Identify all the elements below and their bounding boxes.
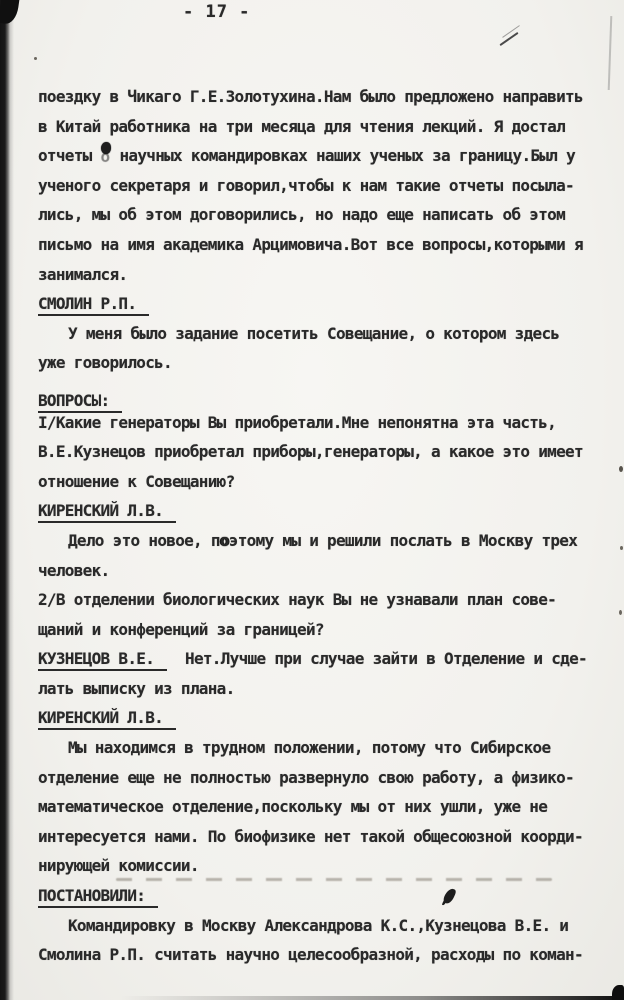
- text-segment: занимался.: [38, 264, 128, 284]
- text-line: [38, 230, 604, 260]
- text-segment: уже говорилось.: [38, 353, 172, 373]
- text-segment: У меня было задание посетить Совещание, о котором здесь: [68, 323, 560, 343]
- text-segment: поездку в Чикаго Г.Е.Золотухина.Нам было предложено направить: [38, 87, 583, 106]
- document-lines: [38, 82, 604, 970]
- text-line: [38, 171, 604, 201]
- text-segment: щаний и конференций за границей?: [38, 619, 324, 639]
- text-segment: лать выписку из плана.: [38, 678, 235, 698]
- text-line: [38, 408, 604, 438]
- paper-speck: [34, 57, 37, 60]
- scan-edge-top-corner: [0, 0, 20, 25]
- speaker-heading: СМОЛИН Р.П.: [38, 293, 149, 316]
- text-segment: I/Какие генераторы Вы приобретали.Мне непонятна эта часть,: [38, 412, 557, 432]
- text-segment: отделение еще не полностью развернуло свою работу, а физико-: [38, 767, 574, 787]
- speaker-heading: КИРЕНСКИЙ Л.В.: [38, 500, 176, 523]
- text-segment: Мы находимся в трудном положении, потому что Сибирское: [68, 738, 551, 758]
- text-segment: В.Е.Кузнецов приобретал приборы,генераторы, а какое это имеет: [38, 442, 583, 462]
- speaker-heading: ВОПРОСЫ:: [38, 390, 122, 413]
- text-segment: математическое отделение,поскольку мы от них ушли, уже не: [38, 797, 548, 817]
- speaker-heading: КУЗНЕЦОВ В.Е.: [38, 648, 167, 671]
- text-line: [38, 792, 604, 822]
- text-segment: Смолина Р.П. считать научно целесообразной, расходы по коман-: [38, 945, 583, 965]
- scan-edge-bottom: [120, 996, 624, 1000]
- text-line: [38, 141, 604, 171]
- text-line: [38, 851, 604, 881]
- scratch-line: [608, 16, 612, 90]
- paper-speck: [619, 466, 623, 472]
- text-line: [38, 763, 604, 793]
- heading-line: [38, 289, 604, 319]
- heading-line: [38, 703, 604, 733]
- text-segment: Нет.Лучше при случае зайти в Отделение и сде-: [167, 649, 587, 669]
- paper-speck: [620, 546, 623, 550]
- text-line: [38, 319, 604, 349]
- paper-speck: [619, 610, 622, 615]
- text-segment: 2/В отделении биологических наук Вы не узнавали план сове-: [38, 590, 557, 610]
- heading-line: [38, 881, 604, 911]
- text-line: [38, 940, 604, 970]
- text-line: [38, 112, 604, 142]
- text-segment: Командировку в Москву Александрова К.С.,Кузнецова В.Е. и: [68, 915, 569, 935]
- text-segment: в Китай работника на три месяца для чтения лекций. Я достал: [38, 116, 566, 136]
- page-number: - 17 -: [183, 2, 251, 22]
- text-segment: научных командировках наших ученых за границу.Был у: [110, 146, 576, 166]
- text-segment: нирующей комиссии.: [38, 856, 199, 876]
- pen-stroke-mark: [499, 32, 518, 46]
- text-line: [38, 822, 604, 852]
- text-segment: отношение к Совещанию?: [38, 471, 235, 491]
- text-segment: ученого секретаря и говорил,чтобы к нам такие отчеты посыла-: [38, 175, 574, 195]
- text-line: [38, 200, 604, 230]
- text-line: [38, 585, 604, 615]
- text-line: [38, 615, 604, 645]
- text-line: [38, 82, 604, 112]
- text-line: [38, 733, 604, 763]
- text-line: [38, 674, 604, 704]
- text-line: [38, 556, 604, 586]
- heading-line: [38, 496, 604, 526]
- speaker-heading: ПОСТАНОВИЛИ:: [38, 885, 158, 908]
- smeared-character: о: [219, 530, 229, 550]
- text-segment: этому мы и решили послать в Москву трех: [228, 530, 578, 550]
- text-line: [38, 437, 604, 467]
- overstruck-character: о: [101, 142, 111, 154]
- scan-edge-bottom-corner-blob: [612, 985, 624, 1000]
- speaker-heading: КИРЕНСКИЙ Л.В.: [38, 707, 176, 730]
- text-line: [38, 467, 604, 497]
- text-segment: лись, мы об этом договорились, но надо еще написать об этом: [38, 205, 566, 225]
- scan-edge-left: [0, 0, 14, 1000]
- text-line: [38, 644, 604, 674]
- text-line: [38, 911, 604, 941]
- text-line: [38, 526, 604, 556]
- text-segment: Дело это новое, п: [68, 530, 220, 550]
- text-segment: интересуется нами. По биофизике нет такой общесоюзной коорди-: [38, 826, 583, 846]
- text-segment: человек.: [38, 560, 110, 580]
- text-segment: письмо на имя академика Арцимовича.Вот все вопросы,которыми я: [38, 234, 583, 254]
- text-line: [38, 348, 604, 378]
- smudge-strike-line: [116, 878, 552, 881]
- text-line: [38, 260, 604, 290]
- text-segment: отчеты: [38, 146, 101, 166]
